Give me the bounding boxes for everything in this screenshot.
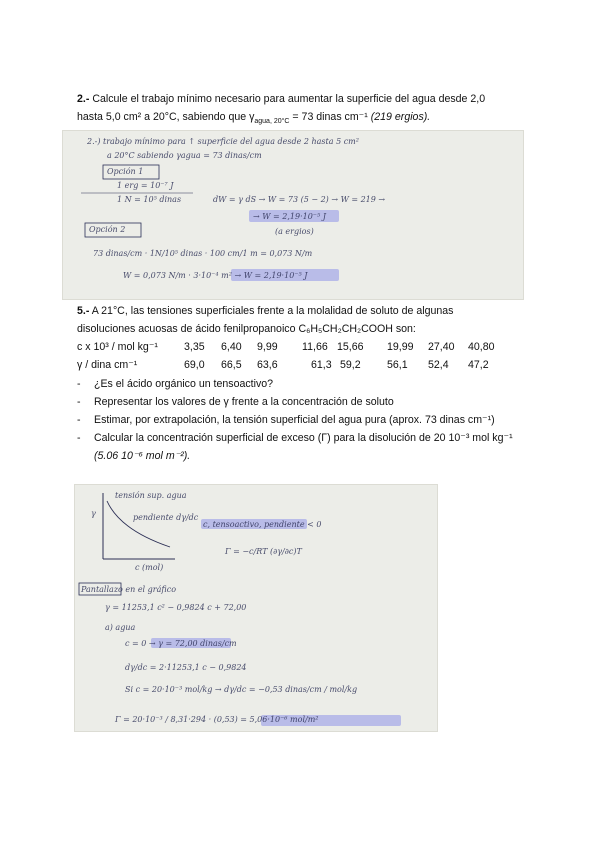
handwritten-solution-photo-2: [74, 484, 438, 732]
hw-p2-10: W = 0,073 N/m · 3·10⁻⁴ m² → W = 2,19·10⁻⁵ J: [123, 271, 308, 280]
problem5-line2: disoluciones acuosas de ácido fenilpropanoico C₆H₅CH₂CH₂COOH son:: [77, 323, 416, 335]
hw-p5-7: γ = 11253,1 c² − 0,9824 c + 72,00: [105, 603, 247, 612]
table-row1-label: c x 10³ / mol kg⁻¹: [77, 341, 158, 353]
hw-p5-12: Γ = 20·10⁻³ / 8,31·294 · (0,53) = 5,06·10⁻⁶ mol/m²: [115, 715, 319, 724]
problem5-line1: [77, 305, 453, 318]
problem2-line2-sub: agua, 20°C: [254, 118, 290, 126]
bullet-4-text: Calcular la concentración superficial de exceso (Γ) para la disolución de 20 10⁻³ mol kg⁻¹: [94, 432, 513, 444]
bullet-4: - Calcular la concentración superficial de exceso (Γ) para la disolución de 20 10⁻³ mol kg⁻¹: [77, 432, 513, 444]
table-cell: 19,99: [387, 341, 414, 353]
problem2-line1: [77, 93, 485, 106]
hw-p2-6: → W = 2,19·10⁻⁵ J: [253, 212, 326, 221]
table-row2-label: γ / dina cm⁻¹: [77, 359, 138, 371]
bullet-3-text: Estimar, por extrapolación, la tensión superficial del agua pura (aprox. 73 dinas cm⁻¹): [94, 414, 495, 426]
hw-p2-2: Opción 1: [107, 167, 144, 176]
problem2-number: 2.-: [77, 93, 90, 105]
hw-p2-9: 73 dinas/cm · 1N/10⁵ dinas · 100 cm/1 m = 0,073 N/m: [93, 249, 313, 258]
hw-p5-0: tensión sup. agua: [115, 491, 187, 500]
hw-p5-2: pendiente dγ/dc: [133, 513, 199, 522]
hw-p2-3: 1 erg = 10⁻⁷ J: [117, 181, 174, 190]
table-cell: 9,99: [257, 341, 278, 353]
hw-p2-0: 2.-) trabajo mínimo para ↑ superficie del agua desde 2 hasta 5 cm²: [87, 137, 359, 146]
bullet-1: - ¿Es el ácido orgánico un tensoactivo?: [77, 378, 274, 390]
hw-p5-5: c (mol): [135, 563, 164, 572]
problem2-line2: [77, 111, 430, 128]
problem2-line2-a: hasta 5,0 cm² a 20°C, sabiendo que γ: [77, 111, 255, 123]
problem5-answer: (5.06 10⁻⁶ mol m⁻²).: [94, 450, 191, 462]
table-cell: 52,4: [428, 359, 449, 371]
hw-p2-1: a 20°C sabiendo γagua = 73 dinas/cm: [107, 151, 262, 160]
table-cell: 47,2: [468, 359, 489, 371]
problem5-number: 5.-: [77, 305, 90, 317]
hw-p2-8: Opción 2: [89, 225, 126, 234]
hw-p5-9: c = 0 → γ = 72,00 dinas/cm: [125, 639, 237, 648]
bullet-2: - Representar los valores de γ frente a la concentración de soluto: [77, 396, 394, 408]
bullet-3: - Estimar, por extrapolación, la tensión superficial del agua pura (aprox. 73 dinas cm⁻¹): [77, 414, 495, 426]
hw-p2-4: 1 N = 10⁵ dinas: [117, 195, 182, 204]
table-cell: 66,5: [221, 359, 242, 371]
table-cell: 6,40: [221, 341, 242, 353]
table-cell: 3,35: [184, 341, 205, 353]
table-cell: 40,80: [468, 341, 495, 353]
table-cell: 11,66: [302, 341, 328, 353]
table-cell: 15,66: [337, 341, 364, 353]
table-cell: 61,3: [311, 359, 332, 371]
hw-p2-5: dW = γ dS → W = 73 (5 − 2) → W = 219 →: [213, 195, 386, 204]
graph-curve: [107, 501, 170, 547]
hw-p5-11: Si c = 20·10⁻³ mol/kg → dγ/dc = −0,53 dinas/cm / mol/kg: [125, 685, 358, 694]
table-cell: 56,1: [387, 359, 408, 371]
problem2-line1-text: Calcule el trabajo mínimo necesario para aumentar la superficie del agua desde 2,0: [92, 93, 486, 105]
table-cell: 69,0: [184, 359, 205, 371]
problem2-answer: (219 ergios).: [370, 111, 431, 123]
hw-p5-8: a) agua: [105, 623, 136, 632]
data-table: [77, 341, 537, 375]
hw-p5-1: γ: [91, 509, 96, 518]
hw-p5-6: Pantallazo en el gráfico: [81, 585, 177, 594]
bullet-2-text: Representar los valores de γ frente a la concentración de soluto: [94, 396, 394, 408]
table-cell: 63,6: [257, 359, 278, 371]
table-cell: 27,40: [428, 341, 455, 353]
hw-p5-4: Γ = −c/RT (∂γ/∂c)T: [225, 547, 302, 556]
handwritten-solution-photo-1: [62, 130, 524, 300]
table-cell: 59,2: [340, 359, 361, 371]
problem5-line1-text: A 21°C, las tensiones superficiales frente a la molalidad de soluto de algunas: [91, 305, 454, 317]
hw-p5-3: c, tensoactivo, pendiente < 0: [203, 520, 322, 529]
hw-p5-10: dγ/dc = 2·11253,1 c − 0,9824: [125, 663, 247, 672]
hw-p2-7: (a ergios): [275, 227, 314, 236]
problem2-line2-b: = 73 dinas cm⁻¹: [289, 111, 371, 123]
bullet-1-text: ¿Es el ácido orgánico un tensoactivo?: [94, 378, 274, 390]
